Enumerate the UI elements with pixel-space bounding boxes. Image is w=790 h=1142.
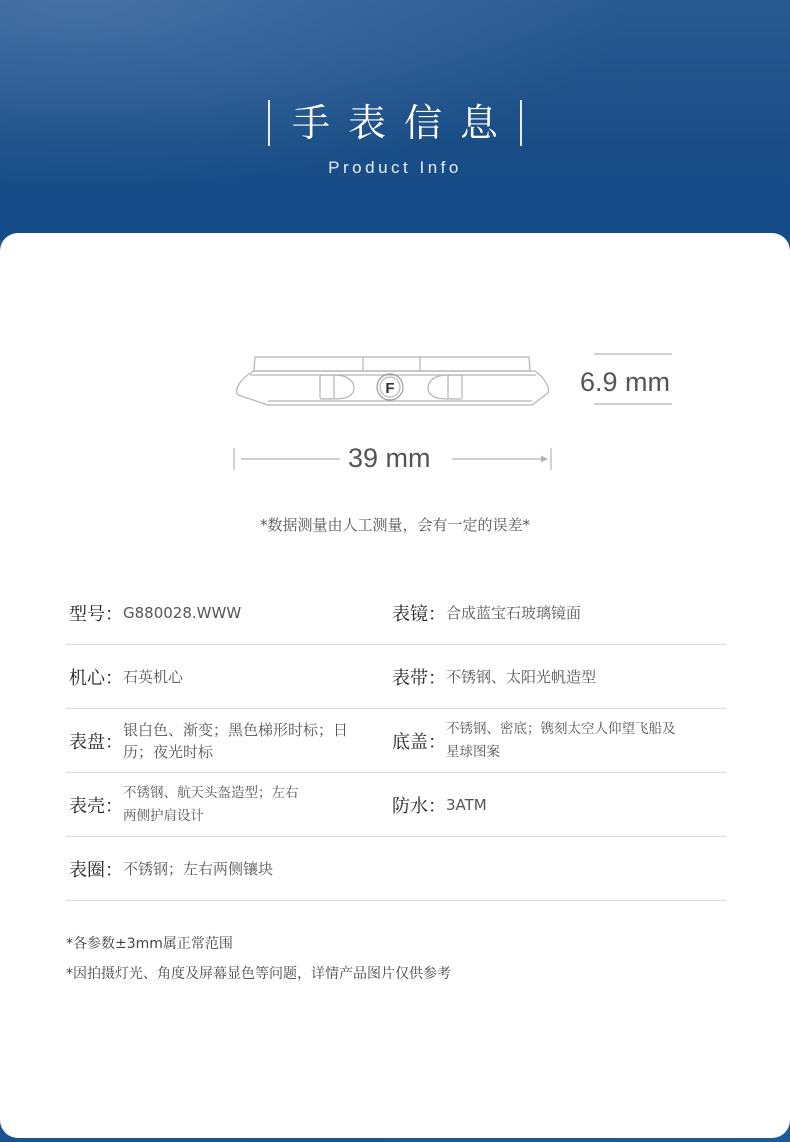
watch-bezel-outline xyxy=(254,357,530,371)
spec-label-crystal: 表镜： xyxy=(392,603,446,625)
spec-label-dial: 表盘： xyxy=(69,731,123,753)
spec-value-model: G880028.WWW xyxy=(123,603,242,622)
spec-cell xyxy=(69,581,389,644)
spec-row xyxy=(66,709,726,773)
spec-label-water-resistance: 防水： xyxy=(392,795,446,817)
height-dimension-label: 6.9 mm xyxy=(580,367,671,397)
header-banner xyxy=(0,0,790,240)
spec-table xyxy=(66,581,726,901)
spec-label-model: 型号： xyxy=(69,603,123,625)
spec-value-water-resistance: 3ATM xyxy=(446,795,487,814)
content-card xyxy=(0,233,790,1138)
spec-value-bezel: 不锈钢；左右两侧镶块 xyxy=(123,859,274,878)
page-subtitle: Product Info xyxy=(328,158,462,177)
spec-label-strap: 表带： xyxy=(392,667,446,689)
spec-value-movement: 石英机心 xyxy=(123,667,184,686)
title-wrap xyxy=(0,100,790,146)
spec-cell xyxy=(392,709,726,772)
width-dimension-label: 39 mm xyxy=(348,443,431,473)
spec-value-caseback: 不锈钢、密底；镌刻太空人仰望飞船及星球图案 xyxy=(446,720,676,760)
spec-value-case: 不锈钢、航天头盔造型；左右两侧护肩设计 xyxy=(123,784,299,824)
crown-logo-letter: F xyxy=(385,380,395,397)
spec-cell xyxy=(69,773,389,836)
spec-row xyxy=(66,837,726,901)
spec-label-movement: 机心： xyxy=(69,667,123,689)
spec-label-case: 表壳： xyxy=(69,795,123,817)
spec-cell xyxy=(392,773,726,836)
footnote: *因拍摄灯光、角度及屏幕显色等问题，详情产品图片仅供参考 xyxy=(66,966,451,982)
spec-label-caseback: 底盖： xyxy=(392,731,446,753)
measurement-note: *数据测量由人工测量，会有一定的误差* xyxy=(259,516,530,534)
spec-cell xyxy=(69,645,389,708)
spec-label-bezel: 表圈： xyxy=(69,859,123,881)
spec-cell xyxy=(69,837,389,900)
spec-value-crystal: 合成蓝宝石玻璃镜面 xyxy=(446,603,582,622)
spec-cell xyxy=(69,709,389,772)
spec-row xyxy=(66,645,726,709)
spec-value-strap: 不锈钢、太阳光帆造型 xyxy=(446,667,597,686)
footnote: *各参数±3mm属正常范围 xyxy=(66,936,233,952)
page-title: 手表信息 xyxy=(268,100,522,146)
spec-value-dial: 银白色、渐变；黑色梯形时标；日历；夜光时标 xyxy=(123,720,349,761)
spec-cell xyxy=(392,645,726,708)
spec-cell xyxy=(392,581,726,644)
footnotes xyxy=(66,929,451,989)
spec-row xyxy=(66,773,726,837)
spec-row xyxy=(66,581,726,645)
